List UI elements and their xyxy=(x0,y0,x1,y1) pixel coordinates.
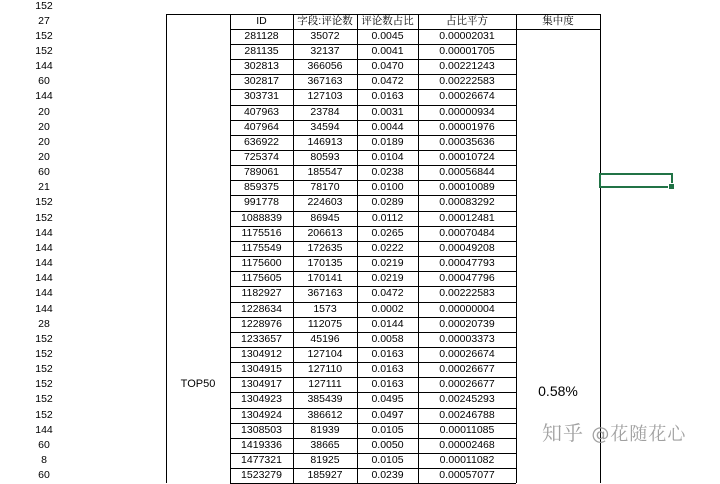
table-cell[interactable]: 1304917 xyxy=(241,378,282,391)
left-column-cell[interactable]: 152 xyxy=(35,211,53,224)
table-cell[interactable]: 991778 xyxy=(243,196,280,209)
grid-line-h xyxy=(230,226,516,227)
table-cell[interactable]: 0.0222 xyxy=(371,241,404,254)
table-cell[interactable]: 0.00026674 xyxy=(439,347,495,360)
grid-line-h xyxy=(230,89,516,90)
table-cell[interactable]: 112075 xyxy=(307,317,343,330)
table-cell[interactable]: 407964 xyxy=(243,120,280,133)
table-cell[interactable]: 146913 xyxy=(307,135,343,148)
table-cell[interactable]: 172635 xyxy=(307,241,343,254)
grid-line-h xyxy=(230,180,516,181)
table-cell[interactable]: 0.0100 xyxy=(371,181,404,194)
table-cell[interactable]: 1304912 xyxy=(241,347,282,360)
table-cell[interactable]: 0.0163 xyxy=(371,90,404,103)
table-cell[interactable]: 0.00221243 xyxy=(439,60,495,73)
table-cell[interactable]: 0.0219 xyxy=(371,272,404,285)
left-column-cell[interactable]: 21 xyxy=(38,181,50,194)
table-cell[interactable]: 0.00056844 xyxy=(439,166,495,179)
table-cell[interactable]: 0.0219 xyxy=(371,257,404,270)
left-column-cell[interactable]: 20 xyxy=(38,120,50,133)
table-cell[interactable]: 859375 xyxy=(243,181,280,194)
table-cell[interactable]: 127103 xyxy=(307,90,343,103)
table-cell[interactable]: 0.0041 xyxy=(371,44,404,57)
grid-line-h xyxy=(230,241,516,242)
left-column-cell[interactable]: 152 xyxy=(35,393,53,406)
grid-line-h xyxy=(230,362,516,363)
grid-line-h xyxy=(230,135,516,136)
table-cell[interactable]: 0.00222583 xyxy=(439,287,495,300)
left-column-cell[interactable]: 152 xyxy=(35,0,53,12)
table-cell[interactable]: 0.00001976 xyxy=(439,120,495,133)
table-cell[interactable]: 0.00020739 xyxy=(439,317,495,330)
table-cell[interactable]: 81925 xyxy=(310,454,340,466)
grid-line-h xyxy=(230,332,516,333)
table-cell[interactable]: 0.00070484 xyxy=(439,226,495,239)
table-cell[interactable]: 0.0112 xyxy=(371,211,404,224)
table-cell[interactable]: 789061 xyxy=(243,166,280,179)
table-header-3[interactable]: 评论数占比 xyxy=(361,14,414,27)
table-cell[interactable]: 35072 xyxy=(310,29,340,42)
table-cell[interactable]: 0.00003373 xyxy=(439,332,495,345)
table-cell[interactable]: 38665 xyxy=(310,438,340,451)
table-cell[interactable]: 0.00049208 xyxy=(439,241,495,254)
grid-line-h xyxy=(230,453,516,454)
left-column-cell[interactable]: 20 xyxy=(38,151,50,163)
left-column-cell[interactable]: 152 xyxy=(35,44,53,57)
grid-line-v xyxy=(230,14,231,484)
table-cell[interactable]: 206613 xyxy=(307,226,343,239)
table-cell[interactable]: 281135 xyxy=(244,44,279,57)
grid-line-h xyxy=(230,408,516,409)
table-cell[interactable]: 281128 xyxy=(244,29,279,42)
grid-line-v xyxy=(418,14,419,484)
grid-line-v xyxy=(600,14,601,484)
grid-line-h xyxy=(230,347,516,348)
left-column-cell[interactable]: 144 xyxy=(35,90,53,103)
table-cell[interactable]: 0.0044 xyxy=(371,120,404,133)
grid-line-h xyxy=(230,165,516,166)
grid-line-v xyxy=(293,14,294,484)
table-cell[interactable]: 725374 xyxy=(243,151,280,163)
table-cell[interactable]: 0.00245293 xyxy=(439,393,495,406)
grid-line-h xyxy=(230,256,516,257)
table-cell[interactable]: 0.0238 xyxy=(371,166,404,179)
left-column-cell[interactable]: 27 xyxy=(38,14,50,27)
table-cell[interactable]: 170141 xyxy=(307,272,343,285)
left-column-cell[interactable]: 144 xyxy=(35,272,53,285)
table-cell[interactable]: 0.00000004 xyxy=(439,302,495,315)
table-cell[interactable]: 0.0144 xyxy=(371,317,404,330)
left-column-cell[interactable]: 20 xyxy=(38,105,50,118)
left-column-cell[interactable]: 8 xyxy=(41,454,47,466)
grid-line-h xyxy=(230,29,516,30)
left-column-cell[interactable]: 144 xyxy=(35,423,53,436)
table-cell[interactable]: 1088839 xyxy=(241,211,282,224)
table-cell[interactable]: 23784 xyxy=(310,105,340,118)
table-cell[interactable]: 185547 xyxy=(307,166,343,179)
table-cell[interactable]: 1228634 xyxy=(241,302,282,315)
table-cell[interactable]: 1573 xyxy=(313,302,337,315)
table-cell[interactable]: 1175605 xyxy=(241,272,282,285)
left-column-cell[interactable]: 60 xyxy=(38,438,50,451)
table-cell[interactable]: 0.0265 xyxy=(371,226,404,239)
table-cell[interactable]: 0.00035636 xyxy=(439,135,495,148)
left-column-cell[interactable]: 144 xyxy=(35,287,53,300)
grid-line-h xyxy=(230,211,516,212)
table-cell[interactable]: 367163 xyxy=(307,75,343,88)
table-cell[interactable]: 0.0163 xyxy=(371,378,404,391)
table-cell[interactable]: 1175516 xyxy=(241,226,282,239)
table-cell[interactable]: 1182927 xyxy=(241,287,282,300)
group-label[interactable]: TOP50 xyxy=(180,378,216,390)
table-cell[interactable]: 1175600 xyxy=(241,257,282,270)
table-cell[interactable]: 34594 xyxy=(310,120,340,133)
table-cell[interactable]: 1304923 xyxy=(241,393,282,406)
zhihu-watermark xyxy=(542,417,686,446)
table-cell[interactable]: 0.00002031 xyxy=(439,29,495,42)
table-cell[interactable]: 127111 xyxy=(308,378,342,391)
grid-line-h xyxy=(230,74,516,75)
table-cell[interactable]: 0.0289 xyxy=(371,196,404,209)
table-cell[interactable]: 86945 xyxy=(310,211,340,224)
left-column-cell[interactable]: 60 xyxy=(38,469,50,482)
table-cell[interactable]: 0.0472 xyxy=(371,287,404,300)
table-cell[interactable]: 0.00011082 xyxy=(439,454,495,466)
table-cell[interactable]: 0.00246788 xyxy=(439,408,495,421)
grid-line-h xyxy=(230,286,516,287)
grid-line-h xyxy=(230,120,516,121)
table-top-border xyxy=(166,14,600,15)
grid-line-h xyxy=(230,44,516,45)
grid-line-h xyxy=(230,468,516,469)
watermark-brand: 知乎 xyxy=(542,421,584,445)
table-cell[interactable]: 0.0058 xyxy=(371,332,404,345)
table-cell[interactable]: 1233657 xyxy=(241,332,282,345)
table-cell[interactable]: 0.0163 xyxy=(371,363,404,376)
left-column-cell[interactable]: 152 xyxy=(35,347,53,360)
table-cell[interactable]: 1175549 xyxy=(241,241,282,254)
grid-line-v xyxy=(166,14,167,484)
table-cell[interactable]: 0.00002468 xyxy=(439,438,495,451)
table-header-2[interactable]: 字段:评论数 xyxy=(297,14,353,27)
table-cell[interactable]: 1308503 xyxy=(241,423,282,436)
grid-line-h xyxy=(230,105,516,106)
left-column-cell[interactable]: 144 xyxy=(35,60,53,73)
table-cell[interactable]: 386612 xyxy=(307,408,343,421)
left-column-cell[interactable]: 28 xyxy=(38,317,50,330)
table-cell[interactable]: 367163 xyxy=(307,287,343,300)
concentration-header-border xyxy=(516,29,600,30)
left-column-cell[interactable]: 152 xyxy=(35,196,53,209)
selected-cell[interactable] xyxy=(599,173,673,188)
grid-line-h xyxy=(230,438,516,439)
table-cell[interactable]: 0.0189 xyxy=(371,135,404,148)
table-cell[interactable]: 385439 xyxy=(307,393,343,406)
table-cell[interactable]: 0.0031 xyxy=(371,105,404,118)
table-cell[interactable]: 224603 xyxy=(307,196,343,209)
left-column-cell[interactable]: 152 xyxy=(35,363,53,376)
table-cell[interactable]: 127110 xyxy=(307,363,343,376)
table-cell[interactable]: 636922 xyxy=(243,135,280,148)
table-cell[interactable]: 45196 xyxy=(310,332,340,345)
left-column-cell[interactable]: 144 xyxy=(35,302,53,315)
left-column-cell[interactable]: 144 xyxy=(35,226,53,239)
table-cell[interactable]: 0.00026677 xyxy=(439,378,495,391)
table-cell[interactable]: 81939 xyxy=(310,423,340,436)
table-cell[interactable]: 1304924 xyxy=(241,408,282,421)
table-cell[interactable]: 0.0472 xyxy=(371,75,404,88)
table-cell[interactable]: 0.00047793 xyxy=(439,257,495,270)
table-cell[interactable]: 1304915 xyxy=(241,363,282,376)
grid-line-v xyxy=(516,14,517,484)
grid-line-h xyxy=(230,392,516,393)
table-cell[interactable]: 366056 xyxy=(307,60,343,73)
table-cell[interactable]: 0.0470 xyxy=(371,60,404,73)
table-cell[interactable]: 127104 xyxy=(307,347,343,360)
table-header-4[interactable]: 占比平方 xyxy=(446,14,488,27)
left-column-cell[interactable]: 144 xyxy=(35,257,53,270)
grid-line-h xyxy=(230,317,516,318)
table-cell[interactable]: 0.00000934 xyxy=(439,105,495,118)
watermark-handle: @花随花心 xyxy=(591,424,687,445)
left-column-cell[interactable]: 20 xyxy=(38,135,50,148)
table-cell[interactable]: 0.00047796 xyxy=(439,272,495,285)
table-cell[interactable]: 0.00057077 xyxy=(439,469,495,482)
table-cell[interactable]: 0.00001705 xyxy=(439,44,495,57)
table-cell[interactable]: 0.0495 xyxy=(371,393,404,406)
table-cell[interactable]: 303731 xyxy=(243,90,280,103)
table-cell[interactable]: 170135 xyxy=(307,257,343,270)
table-cell[interactable]: 0.00012481 xyxy=(439,211,495,224)
grid-line-h xyxy=(230,150,516,151)
table-cell[interactable]: 0.0497 xyxy=(371,408,404,421)
table-cell[interactable]: 0.00026674 xyxy=(439,90,495,103)
table-cell[interactable]: 0.0105 xyxy=(371,454,404,466)
table-cell[interactable]: 407963 xyxy=(243,105,280,118)
table-cell[interactable]: 0.0239 xyxy=(371,469,404,482)
table-cell[interactable]: 1477321 xyxy=(241,454,282,466)
grid-line-h xyxy=(230,271,516,272)
table-cell[interactable]: 0.00010724 xyxy=(439,151,495,163)
table-cell[interactable]: 0.00010089 xyxy=(439,181,495,194)
left-column-cell[interactable]: 152 xyxy=(35,378,53,391)
fill-handle[interactable] xyxy=(668,183,675,190)
table-cell[interactable]: 0.0105 xyxy=(371,423,404,436)
grid-line-h xyxy=(230,195,516,196)
table-cell[interactable]: 1419336 xyxy=(241,438,282,451)
left-column-cell[interactable]: 152 xyxy=(35,332,53,345)
table-cell[interactable]: 0.0002 xyxy=(371,302,404,315)
table-cell[interactable]: 302817 xyxy=(243,75,280,88)
table-header-1[interactable]: ID xyxy=(256,14,267,27)
table-cell[interactable]: 0.00222583 xyxy=(439,75,495,88)
left-column-cell[interactable]: 144 xyxy=(35,241,53,254)
table-cell[interactable]: 1523279 xyxy=(241,469,282,482)
left-column-cell[interactable]: 152 xyxy=(35,408,53,421)
table-cell[interactable]: 0.0050 xyxy=(371,438,404,451)
grid-line-h xyxy=(230,302,516,303)
table-cell[interactable]: 1228976 xyxy=(241,317,282,330)
table-cell[interactable]: 302813 xyxy=(243,60,280,73)
left-column-cell[interactable]: 152 xyxy=(35,29,53,42)
left-column-cell[interactable]: 60 xyxy=(38,166,50,179)
table-cell[interactable]: 185927 xyxy=(307,469,343,482)
table-cell[interactable]: 0.0104 xyxy=(371,151,404,163)
table-cell[interactable]: 80593 xyxy=(310,151,340,163)
table-cell[interactable]: 78170 xyxy=(310,181,340,194)
left-column-cell[interactable]: 60 xyxy=(38,75,50,88)
concentration-value[interactable]: 0.58% xyxy=(538,383,578,399)
grid-line-h xyxy=(230,59,516,60)
grid-line-v xyxy=(357,14,358,484)
table-header-5[interactable]: 集中度 xyxy=(542,14,574,27)
grid-line-h xyxy=(230,423,516,424)
table-cell[interactable]: 0.00083292 xyxy=(439,196,495,209)
table-cell[interactable]: 0.00011085 xyxy=(439,423,495,436)
table-cell[interactable]: 0.0163 xyxy=(371,347,404,360)
table-cell[interactable]: 0.0045 xyxy=(371,29,404,42)
table-cell[interactable]: 0.00026677 xyxy=(439,363,495,376)
grid-line-h xyxy=(230,377,516,378)
table-cell[interactable]: 32137 xyxy=(310,44,340,57)
